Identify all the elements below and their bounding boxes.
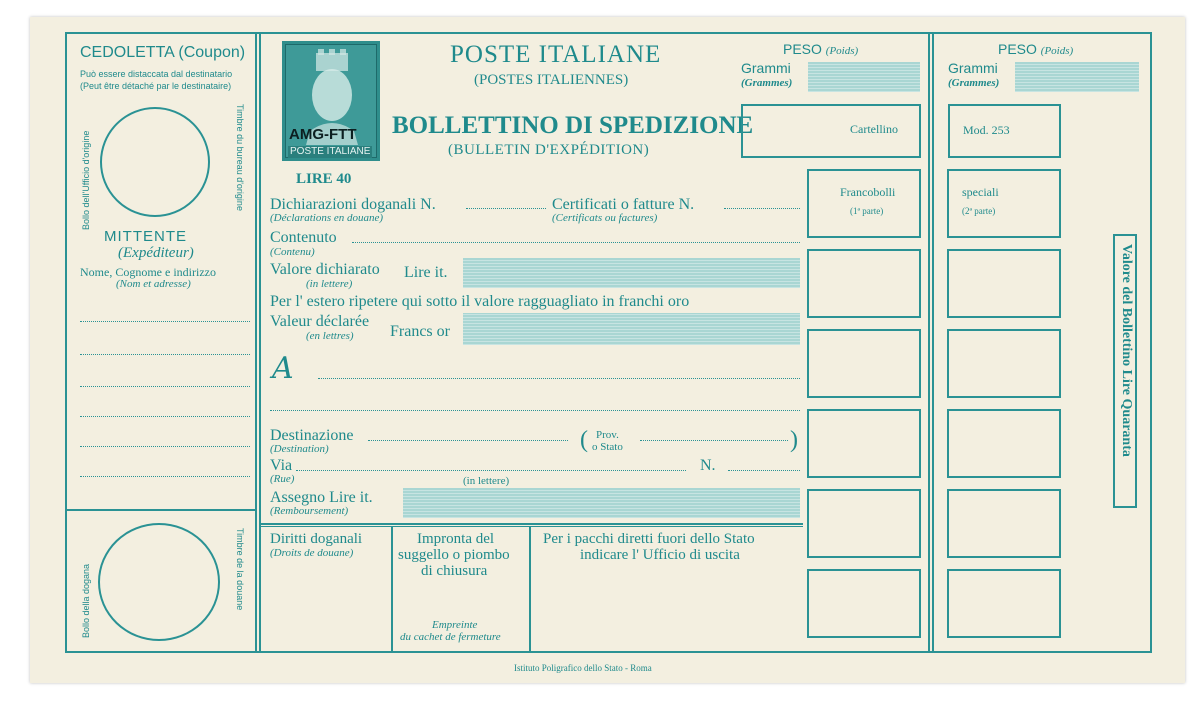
weight-label-fr-2: (Poids) (1040, 45, 1074, 57)
sender-name-label: Nome, Cognome e indirizzo (80, 265, 216, 279)
sender-title-fr: (Expéditeur) (118, 245, 194, 261)
valeur-label-note: (en lettres) (306, 330, 354, 342)
bottom-section-divider (260, 523, 803, 527)
customs-declaration-label: Dichiarazioni doganali N. (270, 196, 436, 213)
part2-label: (2ª parte) (962, 206, 996, 216)
stamp-box-2d[interactable] (947, 409, 1061, 478)
bottom-col-divider-2 (529, 527, 531, 652)
weight-field-1[interactable] (808, 62, 920, 92)
street-label: Via (270, 457, 293, 474)
destination-field[interactable] (368, 440, 568, 441)
stamp-box-2c[interactable] (947, 329, 1061, 398)
stamp-label: POSTE ITALIANE (290, 146, 371, 157)
duties-label-fr: (Droits de douane) (270, 547, 354, 559)
declared-value-label-note: (in lettere) (306, 278, 353, 290)
sender-line-1[interactable] (80, 321, 250, 322)
foreign-value-note: Per l' estero ripetere qui sotto il valore ragguagliato in franchi oro (270, 293, 690, 310)
exit-office-label-1: Per i pacchi diretti fuori dello Stato (543, 531, 755, 547)
sender-name-label-fr: (Nom et adresse) (116, 278, 191, 290)
street-number-field[interactable] (728, 470, 800, 471)
grams-label-fr: (Grammes) (741, 77, 793, 89)
printer-footer: Istituto Poligrafico dello Stato - Roma (514, 663, 652, 673)
francs-value-field[interactable] (463, 313, 800, 345)
sender-line-6[interactable] (80, 476, 250, 477)
weight-field-2[interactable] (1015, 62, 1139, 92)
content-field[interactable] (352, 242, 800, 243)
customs-stamp-circle (98, 523, 220, 641)
in-lettere-note: (in lettere) (463, 475, 510, 487)
weight-label-fr: (Poids) (825, 45, 859, 57)
street-number-label: N. (700, 457, 716, 474)
lire-label: Lire it. (404, 264, 448, 281)
sender-line-2[interactable] (80, 354, 250, 355)
province-field[interactable] (640, 440, 788, 441)
francs-label: Francs or (390, 323, 450, 340)
postage-stamp (282, 41, 380, 161)
stamp-overprint: AMG-FTT (289, 126, 357, 143)
stamp-box-1c[interactable] (807, 329, 921, 398)
stamp-image-area (285, 44, 377, 158)
content-label: Contenuto (270, 229, 337, 246)
seal-label-3: di chiusura (421, 563, 488, 579)
special-label: speciali (962, 185, 999, 199)
cod-amount-field[interactable] (403, 488, 800, 518)
sender-line-4[interactable] (80, 416, 250, 417)
weight-label-2 (998, 42, 1073, 57)
certificates-label: Certificati o fatture N. (552, 196, 695, 213)
addressee-line-2[interactable] (270, 410, 800, 411)
stamp-box-2e[interactable] (947, 489, 1061, 558)
customs-declaration-field[interactable] (466, 208, 546, 209)
coupon-title: CEDOLETTA (Coupon) (80, 44, 246, 61)
coupon-divider (255, 32, 261, 653)
stamp-box-1f[interactable] (807, 569, 921, 638)
part1-label: (1ª parte) (850, 206, 884, 216)
right-column-divider (928, 32, 934, 653)
certificates-field[interactable] (724, 208, 800, 209)
stamp-box-1e[interactable] (807, 489, 921, 558)
prov-open-paren: ( (580, 427, 588, 453)
weight-label-it-2: PESO (998, 41, 1037, 57)
header-title-fr: (BULLETIN D'EXPÉDITION) (448, 142, 650, 158)
certificates-label-fr: (Certificats ou factures) (552, 212, 658, 224)
customs-timbre-label: Timbre de la douane (235, 528, 245, 611)
declared-value-field[interactable] (463, 258, 800, 288)
header-org-fr: (POSTES ITALIENNES) (474, 72, 629, 88)
seal-label-2: suggello o piombo (398, 547, 510, 563)
prov-close-paren: ) (790, 427, 798, 453)
coupon-note-fr: (Peut être détaché par le destinataire) (80, 81, 232, 91)
header-price: LIRE 40 (296, 171, 352, 187)
coupon-horizontal-divider (66, 509, 256, 511)
stamp-box-1a[interactable] (807, 169, 921, 238)
value-vertical-text: Valore del Bollettino Lire Quaranta (1119, 244, 1134, 457)
sender-line-3[interactable] (80, 386, 250, 387)
grams-label: Grammi (741, 60, 791, 76)
origin-stamp-circle (100, 107, 210, 217)
seal-label-1: Impronta del (417, 531, 495, 547)
destination-label: Destinazione (270, 427, 354, 444)
header-title: BOLLETTINO DI SPEDIZIONE (392, 112, 754, 139)
grams-label-2: Grammi (948, 60, 998, 76)
label-card-text: Cartellino (850, 122, 898, 136)
street-label-fr: (Rue) (270, 473, 295, 485)
coupon-note: Può essere distaccata dal destinatario (80, 69, 233, 79)
seal-label-fr-2: du cachet de fermeture (400, 631, 501, 643)
sender-line-5[interactable] (80, 446, 250, 447)
grams-label-fr-2: (Grammes) (948, 77, 1000, 89)
customs-stamp-label: Bollo della dogana (81, 563, 91, 638)
destination-label-fr: (Destination) (270, 443, 329, 455)
cod-label-fr: (Remboursement) (270, 505, 349, 517)
stamp-box-2f[interactable] (947, 569, 1061, 638)
stamps-label: Francobolli (840, 185, 896, 199)
origin-office-timbre-label: Timbre du bureau d'origine (235, 104, 245, 211)
content-label-fr: (Contenu) (270, 246, 315, 258)
stamp-box-2a[interactable] (947, 169, 1061, 238)
declared-value-label: Valore dichiarato (270, 261, 380, 278)
prov-label: Prov. (596, 429, 619, 441)
stato-label: o Stato (592, 441, 623, 453)
origin-office-stamp-label: Bollo dell'Ufficio d'origine (81, 130, 91, 230)
stamp-box-2b[interactable] (947, 249, 1061, 318)
exit-office-label-2: indicare l' Ufficio di uscita (580, 547, 740, 563)
addressee-mark: A (272, 351, 294, 386)
bottom-col-divider-1 (391, 527, 393, 652)
model-text: Mod. 253 (963, 123, 1010, 137)
weight-label-it: PESO (783, 41, 822, 57)
weight-label (783, 42, 858, 57)
seal-label-fr-1: Empreinte (432, 619, 478, 631)
stamp-box-1d[interactable] (807, 409, 921, 478)
sender-title: MITTENTE (104, 228, 187, 245)
street-field[interactable] (296, 470, 686, 471)
valeur-label: Valeur déclarée (270, 313, 370, 330)
header-org: POSTE ITALIANE (450, 41, 662, 68)
customs-declaration-label-fr: (Déclarations en douane) (270, 212, 384, 224)
duties-label: Diritti doganali (270, 531, 363, 547)
stamp-box-1b[interactable] (807, 249, 921, 318)
cod-label: Assegno Lire it. (270, 489, 373, 506)
addressee-line-1[interactable] (318, 378, 800, 379)
